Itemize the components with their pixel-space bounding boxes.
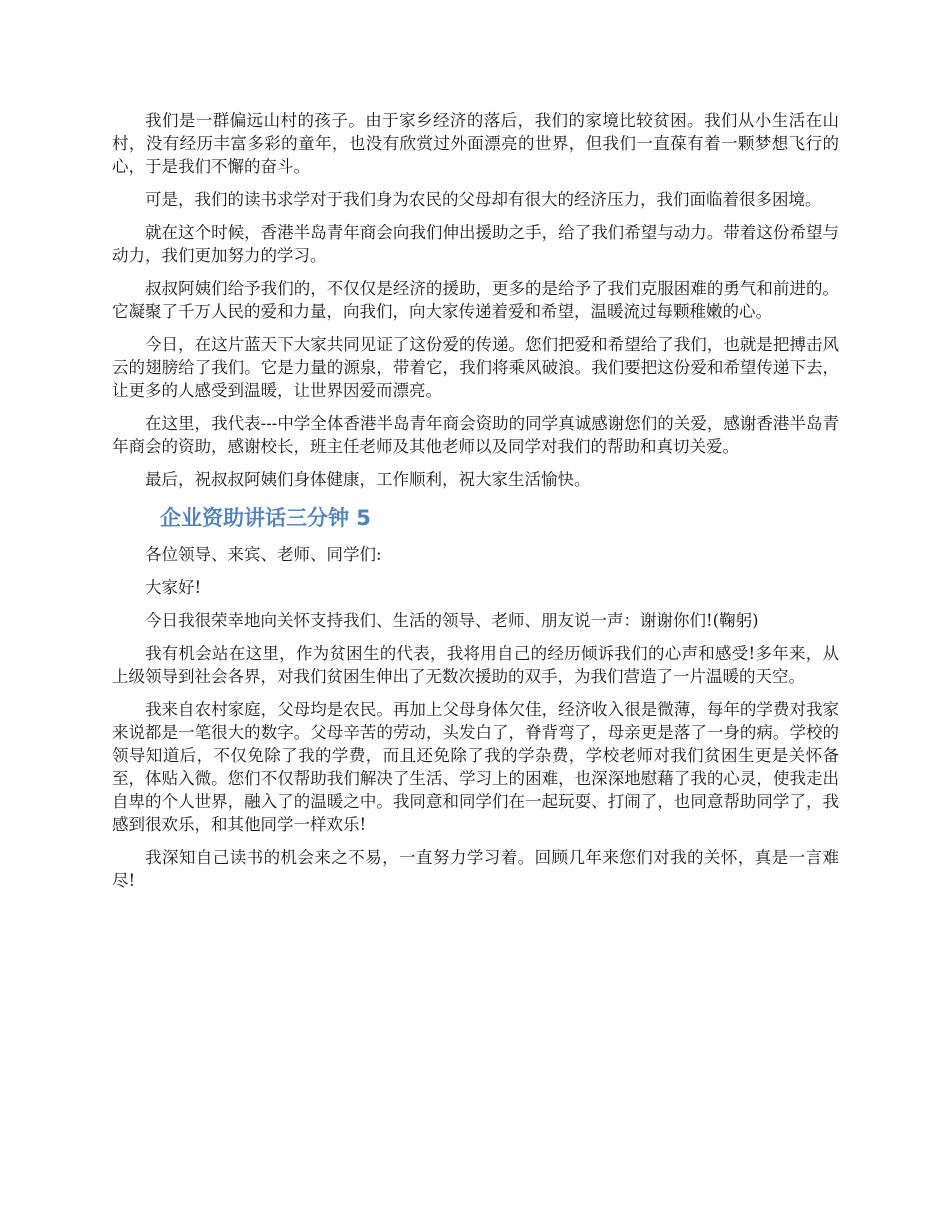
paragraph: 我深知自己读书的机会来之不易，一直努力学习着。回顾几年来您们对我的关怀，真是一言难尽! — [112, 848, 839, 890]
document-page — [112, 109, 839, 902]
paragraph: 大家好! — [145, 578, 202, 597]
paragraph: 今日，在这片蓝天下大家共同见证了这份爱的传递。您们把爱和希望给了我们，也就是把搏击风云的翅膀给了我们。它是力量的源泉，带着它，我们将乘风破浪。我们要把这份爱和希望传递下去，让更多的人感受到温暖，让世界因爱而漂亮。 — [112, 335, 839, 400]
paragraph: 各位领导、来宾、老师、同学们: — [145, 545, 382, 564]
paragraph: 最后，祝叔叔阿姨们身体健康，工作顺利，祝大家生活愉快。 — [145, 470, 591, 489]
paragraph: 我来自农村家庭，父母均是农民。再加上父母身体欠佳，经济收入很是微薄，每年的学费对我家来说都是一笔很大的数字。父母辛苦的劳动，头发白了，脊背弯了，母亲更是落了一身的病。学校的领导知道后，不仅免除了我的学费，而且还免除了我的学杂费，学校老师对我们贫困生更是关怀备至，体贴入微。您们不仅帮助我们解决了生活、学习上的困难，也深深地慰藉了我的心灵，使我走出自卑的个人世界，融入了的温暖之中。我同意和同学们在一起玩耍、打闹了，也同意帮助同学了，我感到很欢乐，和其他同学一样欢乐! — [112, 700, 839, 834]
paragraph: 在这里，我代表---中学全体香港半岛青年商会资助的同学真诚感谢您们的关爱，感谢香港半岛青年商会的资助，感谢校长，班主任老师及其他老师以及同学对我们的帮助和真切关爱。 — [112, 414, 839, 456]
paragraph: 可是，我们的读书求学对于我们身为农民的父母却有很大的经济压力，我们面临着很多困境。 — [145, 190, 822, 209]
paragraph: 我有机会站在这里，作为贫困生的代表，我将用自己的经历倾诉我们的心声和感受!多年来，从上级领导到社会各界，对我们贫困生伸出了无数次援助的双手，为我们营造了一片温暖的天空。 — [112, 644, 839, 686]
paragraph: 今日我很荣幸地向关怀支持我们、生活的领导、老师、朋友说一声：谢谢你们!(鞠躬) — [145, 611, 759, 630]
paragraph: 就在这个时候，香港半岛青年商会向我们伸出援助之手，给了我们希望与动力。带着这份希望与动力，我们更加努力的学习。 — [112, 223, 839, 265]
section-heading: 企业资助讲话三分钟 5 — [160, 506, 371, 530]
paragraph: 叔叔阿姨们给予我们的，不仅仅是经济的援助，更多的是给予了我们克服困难的勇气和前进的。它凝聚了千万人民的爱和力量，向我们，向大家传递着爱和希望，温暖流过每颗稚嫩的心。 — [112, 279, 839, 321]
paragraph: 我们是一群偏远山村的孩子。由于家乡经济的落后，我们的家境比较贫困。我们从小生活在山村，没有经历丰富多彩的童年，也没有欣赏过外面漂亮的世界，但我们一直葆有着一颗梦想飞行的心，于是我们不懈的奋斗。 — [112, 111, 839, 176]
